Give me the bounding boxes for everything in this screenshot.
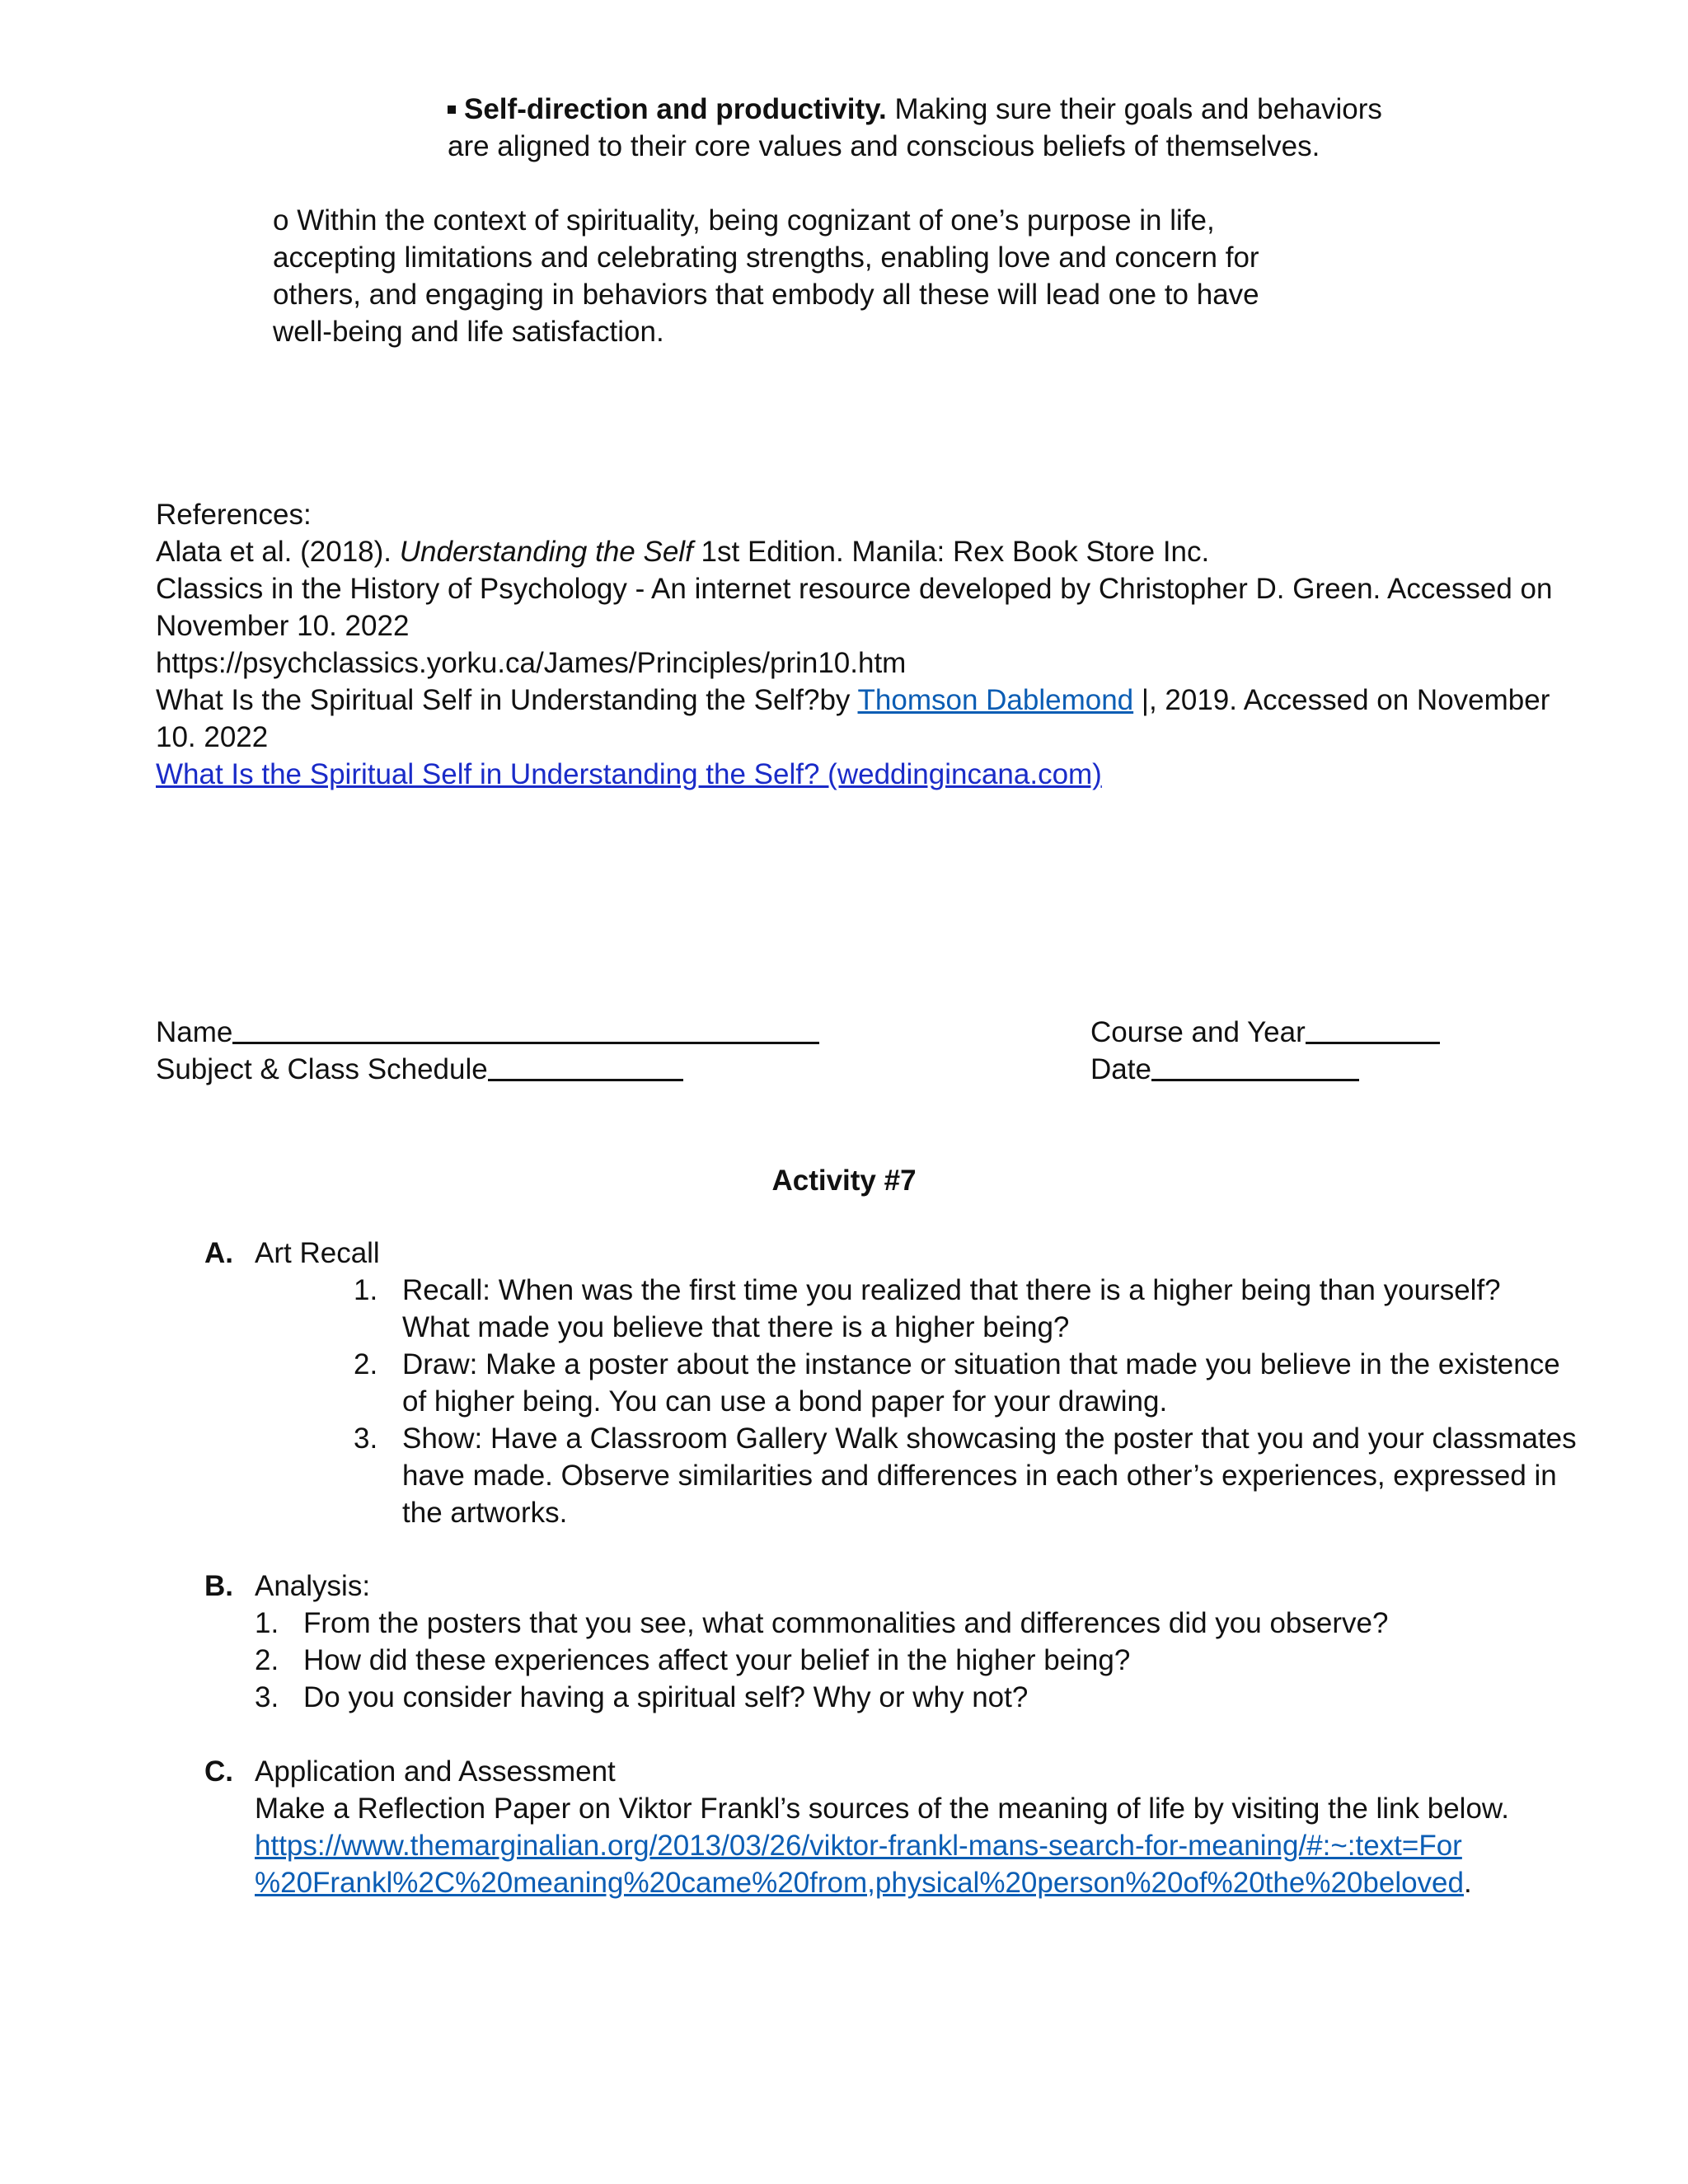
course-year-blank-line[interactable] bbox=[1306, 1014, 1440, 1044]
activity-title: Activity #7 bbox=[771, 1165, 917, 1197]
reference-4-date: |, 2019. Accessed on November bbox=[1141, 684, 1550, 716]
list-number: 1. bbox=[354, 1274, 378, 1306]
subject-schedule-field[interactable] bbox=[156, 1051, 683, 1088]
reference-3-url: https://psychclassics.yorku.ca/James/Principles/prin10.htm bbox=[156, 647, 907, 679]
author-link[interactable]: Thomson Dablemond bbox=[857, 684, 1134, 716]
reference-2-line-2: November 10. 2022 bbox=[156, 610, 410, 642]
list-number: 1. bbox=[255, 1607, 279, 1639]
reference-1-authors: Alata et al. (2018). bbox=[156, 536, 392, 568]
list-number: 3. bbox=[354, 1422, 378, 1455]
name-label: Name bbox=[156, 1016, 233, 1048]
trailing-period: . bbox=[1464, 1867, 1472, 1899]
reference-4-line-2: 10. 2022 bbox=[156, 721, 269, 753]
list-item: Draw: Make a poster about the instance or situation that made you believe in the existence bbox=[402, 1348, 1560, 1380]
frankl-link-line-2[interactable]: %20Frankl%2C%20meaning%20came%20from,physical%20person%20of%20the%20beloved bbox=[255, 1867, 1464, 1899]
course-year-field[interactable] bbox=[1090, 1014, 1440, 1051]
name-field[interactable] bbox=[156, 1014, 819, 1051]
date-label: Date bbox=[1090, 1053, 1151, 1085]
section-a-heading: Art Recall bbox=[255, 1237, 380, 1269]
paragraph-line: accepting limitations and celebrating strengths, enabling love and concern for bbox=[273, 241, 1259, 274]
section-b-letter: B. bbox=[204, 1570, 233, 1602]
list-item: of higher being. You can use a bond paper for your drawing. bbox=[402, 1385, 1168, 1418]
paragraph-line: o Within the context of spirituality, being cognizant of one’s purpose in life, bbox=[273, 204, 1215, 237]
date-blank-line[interactable] bbox=[1151, 1051, 1359, 1081]
course-year-label: Course and Year bbox=[1090, 1016, 1306, 1048]
reference-1-publisher: 1st Edition. Manila: Rex Book Store Inc. bbox=[701, 536, 1210, 568]
list-item: have made. Observe similarities and differences in each other’s experiences, expressed in bbox=[402, 1460, 1557, 1492]
name-blank-line[interactable] bbox=[232, 1014, 819, 1044]
reference-5-link[interactable]: What Is the Spiritual Self in Understanding the Self? (weddingincana.com) bbox=[156, 758, 1102, 790]
section-c-instruction: Make a Reflection Paper on Viktor Frankl’s sources of the meaning of life by visiting the link below. bbox=[255, 1793, 1509, 1825]
subject-schedule-label: Subject & Class Schedule bbox=[156, 1053, 488, 1085]
paragraph-line: others, and engaging in behaviors that embody all these will lead one to have bbox=[273, 279, 1259, 311]
list-item: How did these experiences affect your belief in the higher being? bbox=[303, 1644, 1131, 1676]
reference-1 bbox=[156, 533, 1209, 570]
reference-2-line-1: Classics in the History of Psychology - An internet resource developed by Christopher D. Green. Accessed on bbox=[156, 573, 1553, 605]
bullet-text-continued: are aligned to their core values and conscious beliefs of themselves. bbox=[448, 130, 1320, 162]
reference-1-title: Understanding the Self bbox=[399, 536, 693, 568]
date-field[interactable] bbox=[1090, 1051, 1359, 1088]
reference-4 bbox=[156, 682, 1550, 719]
frankl-link-line-1[interactable]: https://www.themarginalian.org/2013/03/26/viktor-frankl-mans-search-for-meaning/#:~:text=For bbox=[255, 1830, 1462, 1862]
list-number: 2. bbox=[354, 1348, 378, 1380]
bullet-text: Making sure their goals and behaviors bbox=[894, 93, 1382, 125]
list-item: From the posters that you see, what commonalities and differences did you observe? bbox=[303, 1607, 1389, 1639]
list-item: Recall: When was the first time you realized that there is a higher being than yourself? bbox=[402, 1274, 1501, 1306]
reference-4-title: What Is the Spiritual Self in Understanding the Self?by bbox=[156, 684, 851, 716]
section-c-heading: Application and Assessment bbox=[255, 1755, 616, 1788]
list-number: 3. bbox=[255, 1681, 279, 1713]
square-bullet-icon bbox=[448, 105, 456, 114]
subject-schedule-blank-line[interactable] bbox=[488, 1051, 683, 1081]
list-item: What made you believe that there is a higher being? bbox=[402, 1311, 1070, 1343]
section-a-letter: A. bbox=[204, 1237, 233, 1269]
bullet-item bbox=[448, 91, 1382, 128]
paragraph-line: well-being and life satisfaction. bbox=[273, 316, 664, 348]
list-item: Do you consider having a spiritual self? Why or why not? bbox=[303, 1681, 1029, 1713]
section-c-letter: C. bbox=[204, 1755, 233, 1788]
bullet-bold-lead: Self-direction and productivity. bbox=[464, 93, 887, 125]
list-number: 2. bbox=[255, 1644, 279, 1676]
list-item: the artworks. bbox=[402, 1497, 568, 1529]
references-heading: References: bbox=[156, 499, 312, 531]
list-item: Show: Have a Classroom Gallery Walk showcasing the poster that you and your classmates bbox=[402, 1422, 1577, 1455]
section-b-heading: Analysis: bbox=[255, 1570, 371, 1602]
